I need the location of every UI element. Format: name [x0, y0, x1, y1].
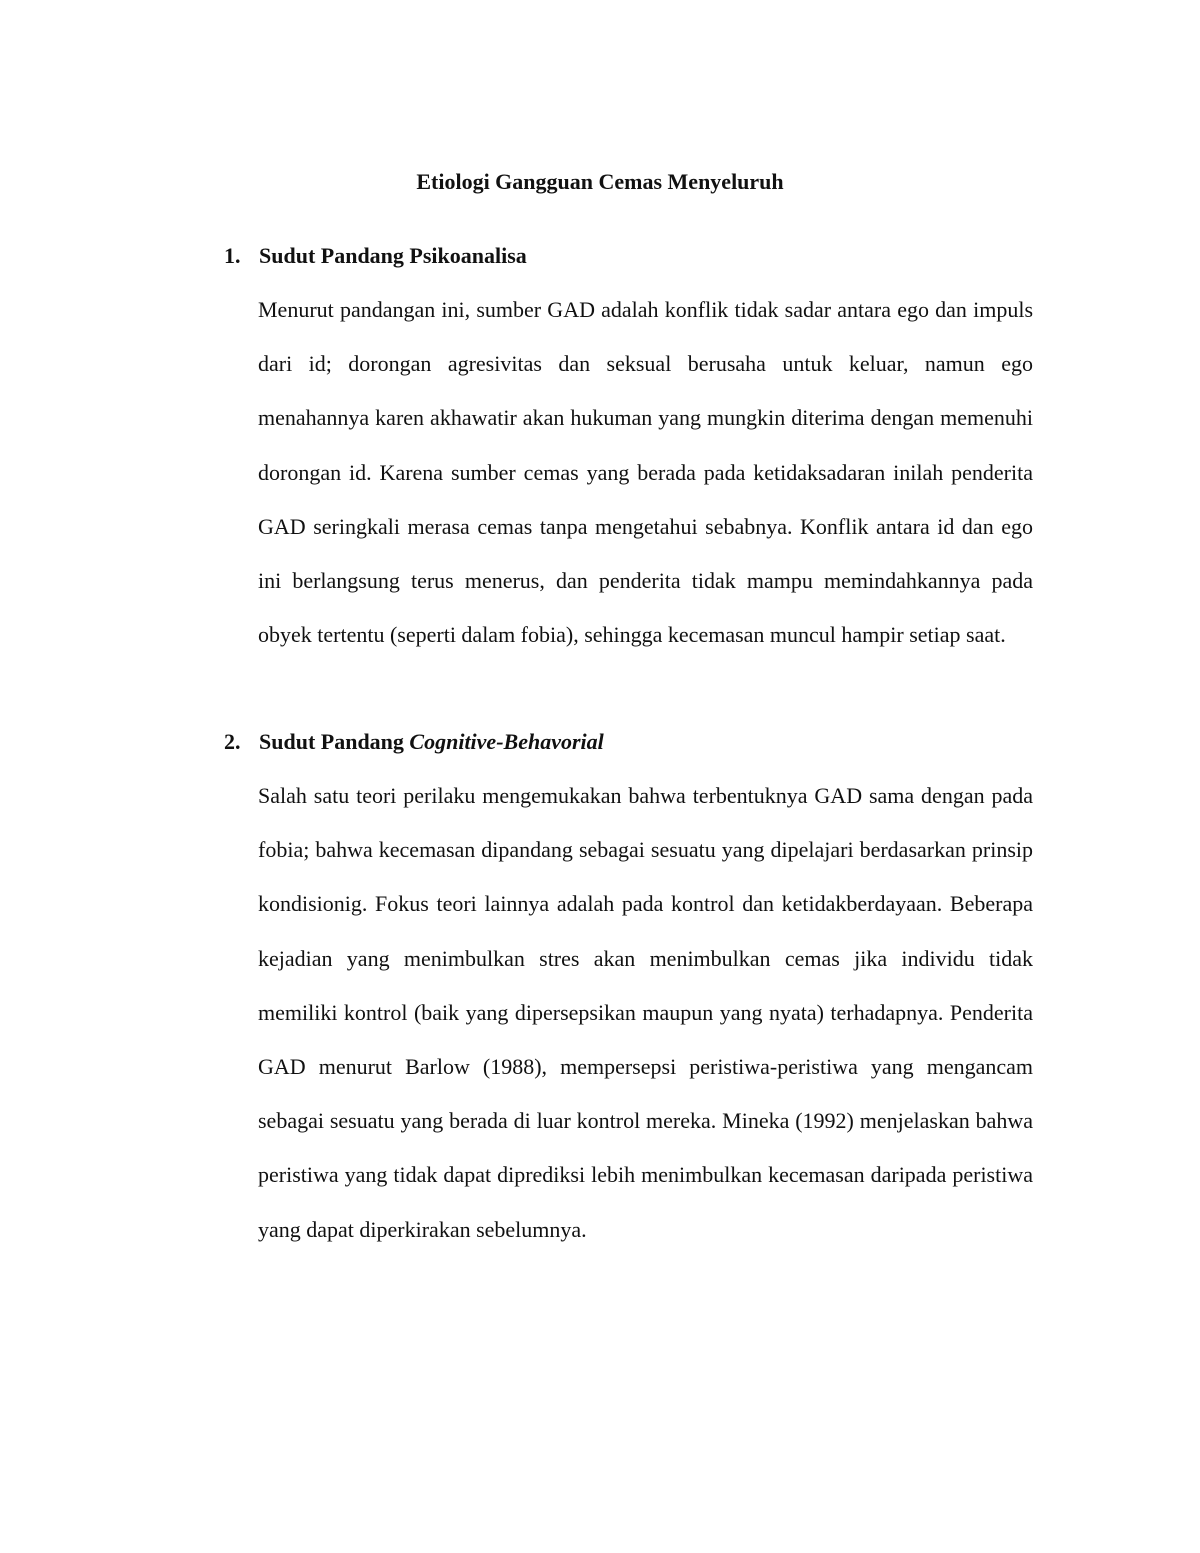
section-heading-text: Sudut Pandang [259, 729, 410, 754]
section-heading-italic-text: Cognitive-Behavorial [409, 729, 604, 754]
section-heading-text: Sudut Pandang Psikoanalisa [259, 243, 527, 268]
section-body-cognitive-behavorial: Salah satu teori perilaku mengemukakan bahwa terbentuknya GAD sama dengan pada fobia; bahwa kecemasan dipandang sebagai sesuatu yang dipelajari berdasarkan prinsip kondisionig. Fokus teori lainnya adalah pada kontrol dan ketidakberdayaan. Beberapa kejadian yang menimbulkan stres akan menimbulkan cemas jika individu tidak memiliki kontrol (baik yang dipersepsikan maupun yang nyata) terhadapnya. Penderita GAD menurut Barlow (1988), mempersepsi peristiwa-peristiwa yang mengancam sebagai sesuatu yang berada di luar kontrol mereka. Mineka (1992) menjelaskan bahwa peristiwa yang tidak dapat diprediksi lebih menimbulkan kecemasan daripada peristiwa yang dapat diperkirakan sebelumnya. [258, 783, 1033, 1242]
document-title: Etiologi Gangguan Cemas Menyeluruh [416, 169, 784, 194]
section-heading-psikoanalisa [224, 241, 527, 271]
section-body-psikoanalisa: Menurut pandangan ini, sumber GAD adalah konflik tidak sadar antara ego dan impuls dari id; dorongan agresivitas dan seksual berusaha untuk keluar, namun ego menahannya karen akhawatir akan hukuman yang mungkin diterima dengan memenuhi dorongan id. Karena sumber cemas yang berada pada ketidaksadaran inilah penderita GAD seringkali merasa cemas tanpa mengetahui sebabnya. Konflik antara id dan ego ini berlangsung terus menerus, dan penderita tidak mampu memindahkannya pada obyek tertentu (seperti dalam fobia), sehingga kecemasan muncul hampir setiap saat. [258, 297, 1033, 648]
section-heading-cognitive-behavorial [224, 727, 604, 757]
section-number: 2. [224, 729, 241, 754]
section-number: 1. [224, 243, 241, 268]
